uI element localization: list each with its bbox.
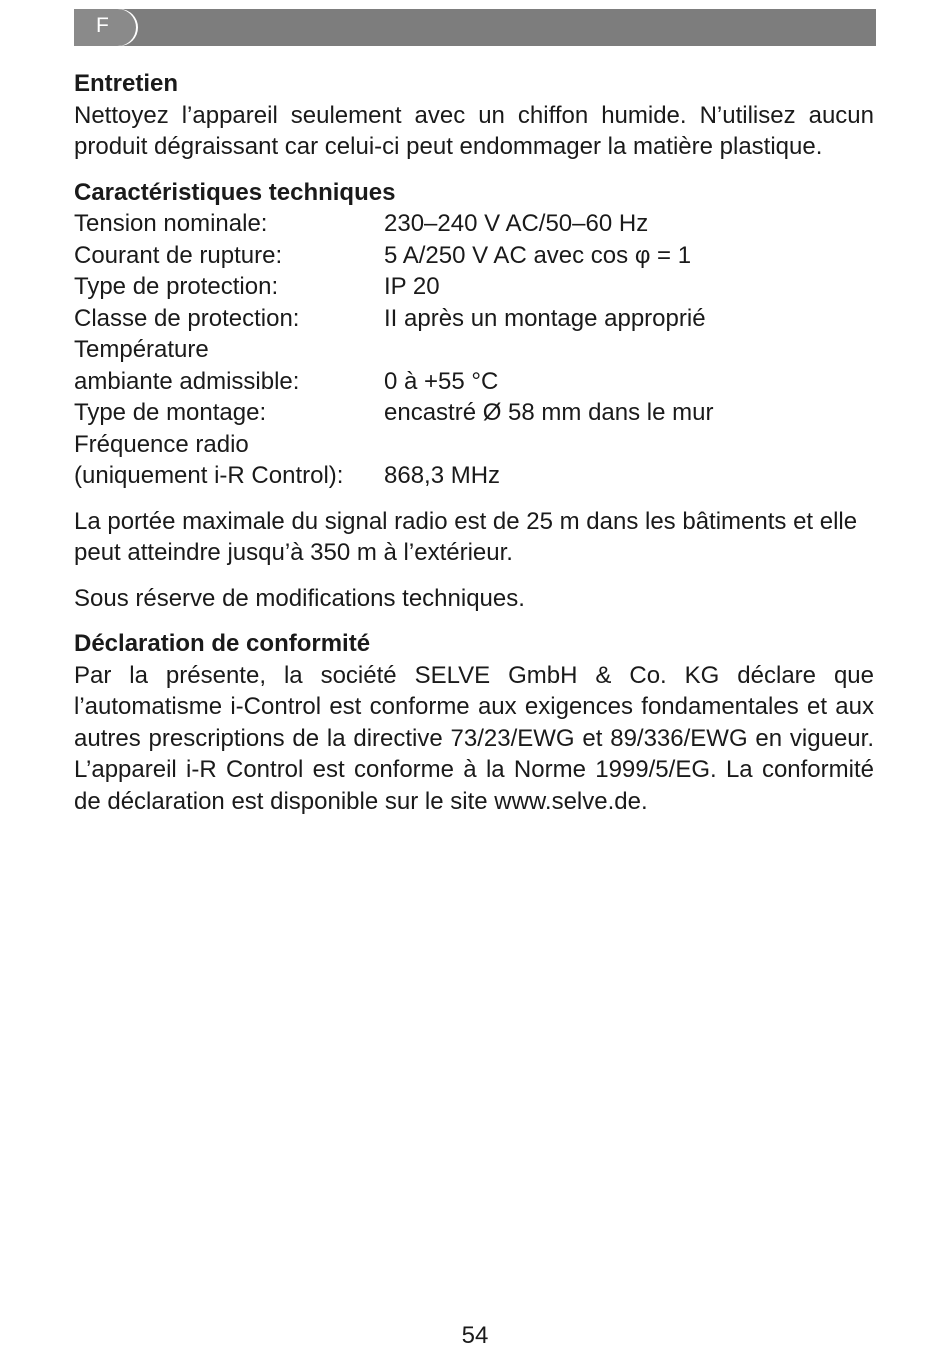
radio-range-text: La portée maximale du signal radio est de 25 m dans les bâtiments et elle peut atteindre jusqu’à 350 m à l’extérieur. <box>74 507 858 566</box>
page-number: 54 <box>461 1322 489 1349</box>
spec-label: Fréquence radio <box>74 430 249 458</box>
spec-label: Tension nominale: <box>74 210 268 237</box>
spec-label: Type de protection: <box>74 273 279 300</box>
spec-row <box>74 366 874 398</box>
spec-row <box>74 303 874 335</box>
spec-value <box>384 334 874 366</box>
reserve-text: Sous réserve de modifications techniques. <box>74 584 525 612</box>
spec-value: encastré Ø 58 mm dans le mur <box>384 399 714 426</box>
spec-row <box>74 334 874 366</box>
spec-value: II après un montage approprié <box>384 304 706 332</box>
spec-label: Température <box>74 336 209 363</box>
spec-value <box>384 429 874 461</box>
spec-label: Courant de rupture: <box>74 241 283 269</box>
spec-row <box>74 429 874 461</box>
language-tab-label: F <box>96 14 109 37</box>
spec-value: 5 A/250 V AC avec cos φ = 1 <box>384 241 692 269</box>
spec-value: 0 à +55 °C <box>384 367 499 395</box>
header-bar <box>74 9 876 46</box>
conformity-section <box>74 628 874 817</box>
spec-label: Classe de protection: <box>74 304 300 332</box>
specs-table <box>74 208 874 492</box>
spec-row <box>74 240 874 272</box>
specs-heading: Caractéristiques techniques <box>74 178 396 206</box>
spec-row <box>74 271 874 303</box>
conformity-heading: Déclaration de conformité <box>74 630 371 657</box>
specs-section <box>74 177 874 492</box>
spec-label: (uniquement i-R Control): <box>74 462 344 489</box>
spec-label: ambiante admissible: <box>74 367 300 395</box>
spec-value: 230–240 V AC/50–60 Hz <box>384 210 649 237</box>
spec-row <box>74 397 874 429</box>
language-tab <box>74 9 136 46</box>
page-content <box>74 68 874 831</box>
maintenance-heading: Entretien <box>74 70 179 97</box>
maintenance-section <box>74 68 874 163</box>
maintenance-text: Nettoyez l’appareil seulement avec un chiffon humide. N’utilisez aucun produit dégraissant car celui-ci peut endommager la matière plastique. <box>74 101 874 160</box>
spec-value: 868,3 MHz <box>384 462 501 489</box>
spec-row <box>74 460 874 492</box>
conformity-text: Par la présente, la société SELVE GmbH & Co. KG déclare que l’automatisme i-Control est conforme aux exigences fondamentales et aux autres prescriptions de la directive 73/23/EWG et 89/336/EWG en vigueur. L’appareil i-R Control est conforme à la Norme 1999/5/EG. La conformité de déclaration est disponible sur le site www.selve.de. <box>74 661 874 815</box>
spec-label: Type de montage: <box>74 399 267 426</box>
spec-row <box>74 208 874 240</box>
spec-value: IP 20 <box>384 273 440 300</box>
